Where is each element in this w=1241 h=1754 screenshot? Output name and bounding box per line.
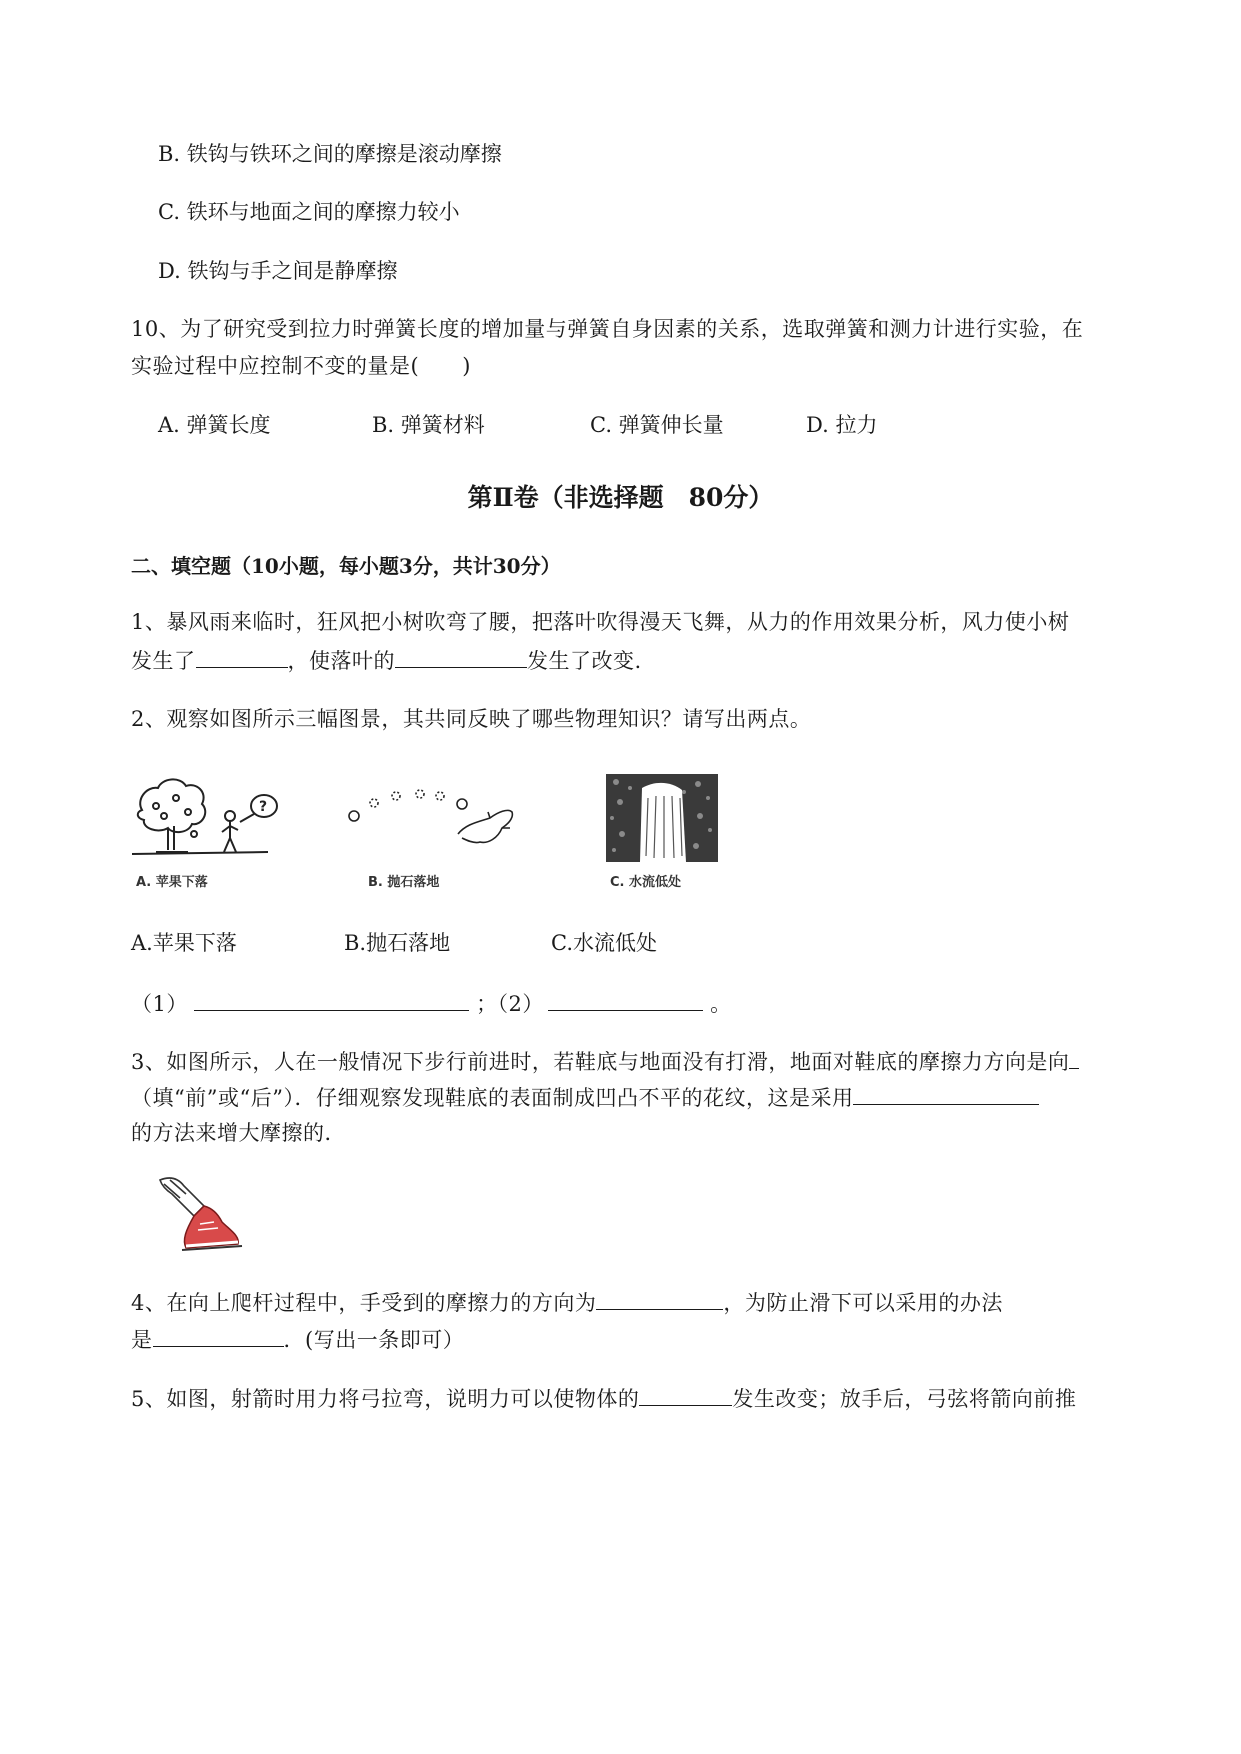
fq3-blank-1[interactable]: [1069, 1046, 1079, 1069]
fq5-text-1b: 发生改变；放手后，弓弦将箭向前推: [732, 1387, 1077, 1411]
fq5-line1: [131, 1383, 1076, 1414]
part2-title: 第Ⅱ卷（非选择题 80分）: [467, 483, 774, 512]
fq4-line1: [131, 1287, 1003, 1318]
fq4-line2: [131, 1324, 464, 1355]
fq3-line1: [131, 1046, 1079, 1077]
fq1-line1: 1、暴风雨来临时，狂风把小树吹弯了腰，把落叶吹得漫天飞舞，从力的作用效果分析，风力使小树: [131, 610, 1070, 634]
fq2-answer-label-2: ；（2）: [476, 992, 544, 1016]
fq5-text-1a: 5、如图，射箭时用力将弓拉弯，说明力可以使物体的: [131, 1387, 640, 1411]
fq2-blank-1[interactable]: [194, 988, 469, 1011]
q10-option-d: D. 拉力: [806, 413, 878, 437]
figure-waterfall-caption: C. 水流低处: [610, 875, 682, 890]
fq2-caption-a: A.苹果下落: [131, 931, 237, 955]
q10-stem-line1: 10、为了研究受到拉力时弹簧长度的增加量与弹簧自身因素的关系，选取弹簧和测力计进行实验，在: [131, 317, 1084, 341]
q10-option-c: C. 弹簧伸长量: [590, 413, 724, 437]
fq3-line3: 的方法来增大摩擦的．: [131, 1121, 346, 1145]
q10-option-b: B. 弹簧材料: [372, 413, 485, 437]
fq2-blank-2[interactable]: [548, 988, 703, 1011]
fq2-line1: 2、观察如图所示三幅图景，其共同反映了哪些物理知识？请写出两点。: [131, 707, 812, 731]
fq2-answer-label-1: （1）: [131, 992, 188, 1016]
fq2-caption-c: C.水流低处: [551, 931, 657, 955]
q9-option-d: D. 铁钩与手之间是静摩擦: [158, 259, 398, 283]
fq4-text-1a: 4、在向上爬杆过程中，手受到的摩擦力的方向为: [131, 1291, 597, 1315]
fq2-answer-line: [131, 988, 732, 1019]
fq1-text-a: 发生了: [131, 649, 196, 673]
fq3-text-2: （填“前”或“后”）．仔细观察发现鞋底的表面制成凹凸不平的花纹，这是采用: [131, 1086, 854, 1110]
fq4-blank-2[interactable]: [153, 1324, 284, 1347]
svg-text:?: ?: [259, 799, 268, 815]
fq3-text-1: 3、如图所示，人在一般情况下步行前进时，若鞋底与地面没有打滑，地面对鞋底的摩擦力方向是向: [131, 1050, 1070, 1074]
fq1-line2: [131, 645, 642, 676]
fq1-text-b: ，使落叶的: [287, 649, 395, 673]
fq1-blank-2[interactable]: [395, 645, 527, 668]
fq3-line2: [131, 1082, 1039, 1113]
q9-option-b: B. 铁钩与铁环之间的摩擦是滚动摩擦: [158, 142, 502, 166]
q9-option-c: C. 铁环与地面之间的摩擦力较小: [158, 200, 460, 224]
fq4-blank-1[interactable]: [596, 1287, 723, 1310]
fq4-text-2b: ．(写出一条即可）: [283, 1328, 465, 1352]
section2-title: 二、填空题（10小题，每小题3分，共计30分）: [131, 554, 561, 578]
figure-stone-throw: [340, 772, 530, 894]
figure-waterfall: [600, 768, 730, 894]
fq5-blank-1[interactable]: [639, 1383, 732, 1406]
figure-apple-caption: A. 苹果下落: [136, 875, 208, 890]
fq3-blank-2[interactable]: [853, 1082, 1039, 1105]
figure-stone-caption: B. 抛石落地: [368, 875, 440, 890]
fq4-text-2a: 是: [131, 1328, 153, 1352]
fq2-caption-b: B.抛石落地: [344, 931, 451, 955]
fq1-text-c: 发生了改变.: [527, 649, 642, 673]
fq2-answer-end: 。: [710, 992, 732, 1016]
figure-apple-fall: [128, 772, 288, 894]
q10-option-a: A. 弹簧长度: [158, 413, 271, 437]
fq4-text-1b: ，为防止滑下可以采用的办法: [723, 1291, 1003, 1315]
figure-shoe: [156, 1172, 246, 1254]
q10-stem-line2: 实验过程中应控制不变的量是( ): [131, 354, 471, 378]
fq1-blank-1[interactable]: [196, 645, 288, 668]
